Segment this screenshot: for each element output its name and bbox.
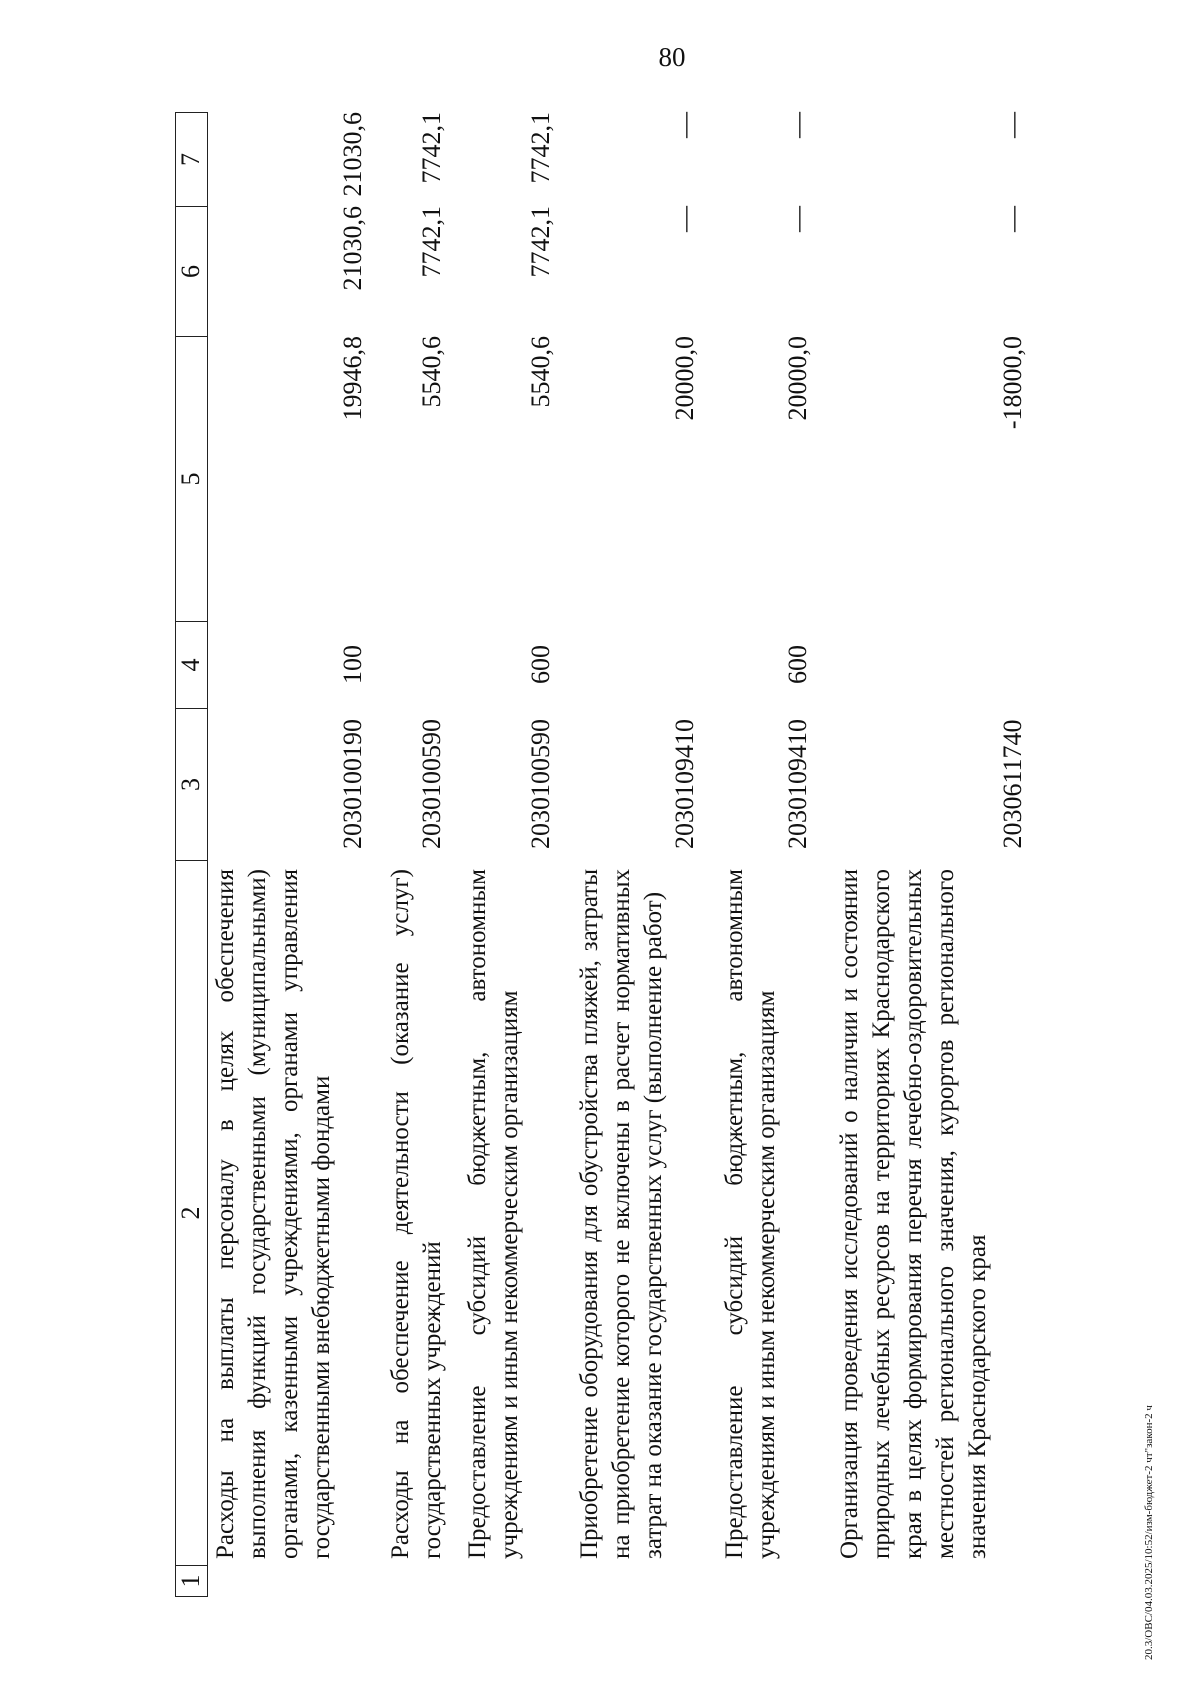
page-number: 80	[658, 42, 686, 72]
row-value-5: 20000,0	[670, 336, 699, 421]
row-value-7: —	[670, 112, 699, 138]
column-header-2: 2	[175, 860, 208, 1565]
row-value-6: 7742,1	[417, 206, 446, 278]
row-expense-type: 600	[783, 645, 812, 684]
row-description: Предоставление субсидий бюджетным, автономным учреждениям и иным некоммерческим организациям	[464, 869, 523, 1559]
row-description: Расходы на обеспечение деятельности (оказание услуг) государственных учреждений	[387, 869, 446, 1559]
row-value-7: 7742,1	[417, 112, 446, 184]
row-value-6: —	[998, 206, 1027, 232]
row-value-7: —	[998, 112, 1027, 138]
row-value-7: 21030,6	[338, 112, 367, 197]
column-header-5: 5	[175, 336, 208, 621]
row-expense-type: 100	[338, 645, 367, 684]
row-value-5: 5540,6	[417, 336, 446, 408]
row-expense-type: 600	[526, 645, 555, 684]
row-value-6: —	[670, 206, 699, 232]
column-header-4: 4	[175, 621, 208, 708]
row-code: 2030109410	[670, 719, 699, 849]
row-description: Расходы на выплаты персоналу в целях обеспечения выполнения функций государственными (муниципальными) органами, казенными учреждениями, органами управления государственными внебюджетными фондами	[212, 869, 335, 1559]
row-value-5: 19946,8	[338, 336, 367, 421]
column-header-7: 7	[175, 112, 208, 206]
column-header-6: 6	[175, 206, 208, 336]
row-code: 2030100590	[417, 719, 446, 849]
budget-table	[175, 112, 1075, 1597]
row-description: Предоставление субсидий бюджетным, автономным учреждениям и иным некоммерческим организациям	[721, 869, 780, 1559]
row-value-5: 5540,6	[526, 336, 555, 408]
row-code: 2030109410	[783, 719, 812, 849]
row-description: Организация проведения исследований о наличии и состоянии природных лечебных ресурсов на территориях Краснодарского края в целях формирования перечня лечебно-оздоровительных местностей регионального значения, курортов регионального значения Краснодарского края	[836, 869, 991, 1559]
row-description: Приобретение оборудования для обустройства пляжей, затраты на приобретение которого не включены в расчет нормативных затрат на оказание государственных услуг (выполнение работ)	[576, 869, 667, 1559]
column-header-1: 1	[175, 1565, 208, 1597]
document-footer-code: 20.3/ОВС/04.03.2025/10:52/изм-бюджет-2 чт"закон-2 ч	[1143, 1405, 1155, 1660]
row-code: 2030100190	[338, 719, 367, 849]
row-value-7: —	[783, 112, 812, 138]
row-value-6: 7742,1	[526, 206, 555, 278]
column-header-3: 3	[175, 708, 208, 860]
row-value-5: 20000,0	[783, 336, 812, 421]
row-code: 2030611740	[998, 719, 1027, 849]
row-value-6: 21030,6	[338, 206, 367, 291]
row-value-5: -18000,0	[998, 336, 1027, 430]
row-code: 2030100590	[526, 719, 555, 849]
row-value-6: —	[783, 206, 812, 232]
row-value-7: 7742,1	[526, 112, 555, 184]
